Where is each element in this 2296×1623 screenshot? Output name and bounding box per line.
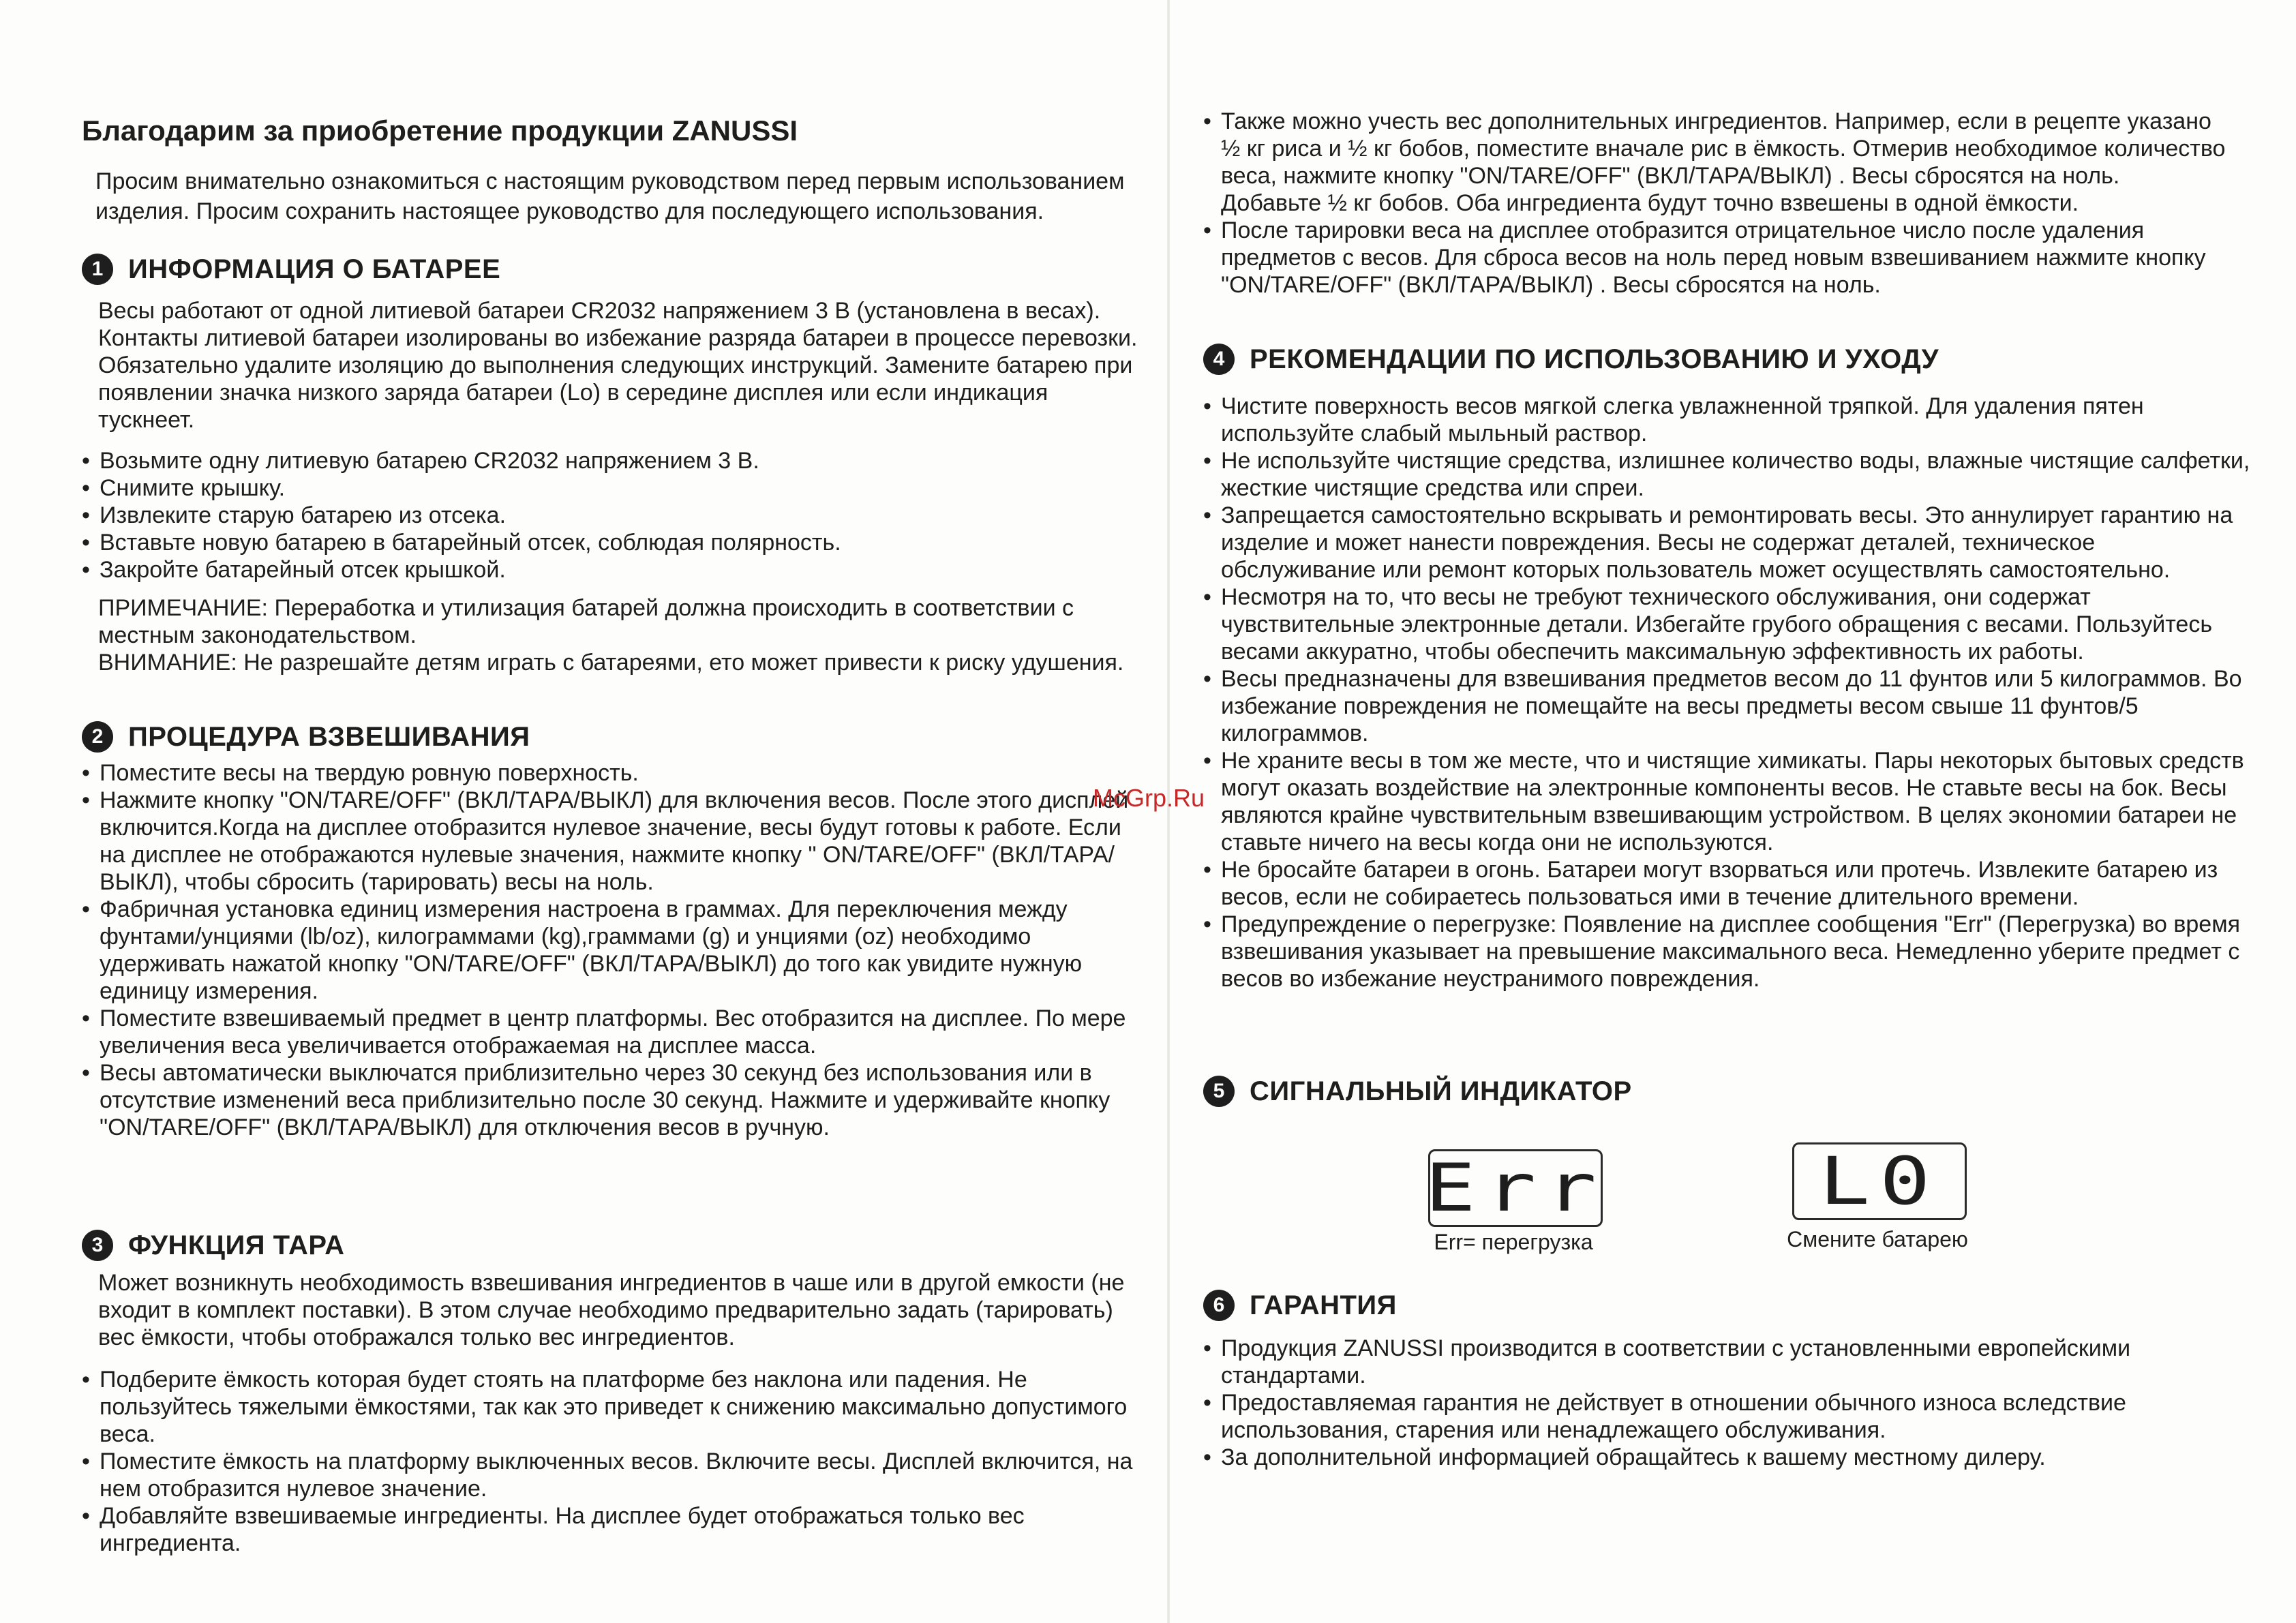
list-item: • Весы предназначены для взвешивания предметов весом до 11 фунтов или 5 килограммов. Во избежание повреждения не помещайте на весы предметы весом свыше 11 фунтов/5 килограммов.	[1203, 665, 2253, 747]
section-warranty-header	[1203, 1290, 1397, 1321]
site-watermark: McGrp.Ru	[1093, 784, 1205, 812]
list-item: • За дополнительной информацией обращайтесь к вашему местному дилеру.	[1203, 1444, 2171, 1471]
section-tare-header	[82, 1230, 344, 1261]
section-number-badge: 4	[1203, 344, 1235, 375]
list-item: • Извлеките старую батарею из отсека.	[82, 502, 1145, 529]
list-item: • Предоставляемая гарантия не действует в отношении обычного износа вследствие использования, старения или ненадлежащего обслуживания.	[1203, 1389, 2171, 1444]
tare-steps-list	[82, 1366, 1145, 1557]
list-item: • Закройте батарейный отсек крышкой.	[82, 556, 1145, 583]
err-display-text: Err	[1425, 1149, 1606, 1227]
list-item: • Поместите весы на твердую ровную поверхность.	[82, 759, 1132, 787]
list-item: • Поместите взвешиваемый предмет в центр платформы. Вес отобразится на дисплее. По мере увеличения веса увеличивается отображаемая на дисплее масса.	[82, 1005, 1132, 1059]
battery-warning: ВНИМАНИЕ: Не разрешайте детям играть с батареями, ето может привести к риску удушения.	[98, 650, 1124, 676]
section-number-badge: 1	[82, 254, 113, 285]
list-item: • Вставьте новую батарею в батарейный отсек, соблюдая полярность.	[82, 529, 1145, 556]
section-weighing-title: ПРОЦЕДУРА ВЗВЕШИВАНИЯ	[128, 721, 530, 752]
battery-note: ПРИМЕЧАНИЕ: Переработка и утилизация батарей должна происходить в соответствии с местным законодательством.	[98, 595, 1074, 648]
page-title: Благодарим за приобретение продукции ZANUSSI	[82, 115, 798, 147]
list-item: • Подберите ёмкость которая будет стоять на платформе без наклона или падения. Не пользуйтесь тяжелыми ёмкостями, так как это приведет к снижению максимально допустимого веса.	[82, 1366, 1145, 1448]
list-item: • Чистите поверхность весов мягкой слегка увлажненной тряпкой. Для удаления пятен используйте слабый мыльный раствор.	[1203, 393, 2253, 447]
section-care-header	[1203, 344, 1939, 375]
list-item: • Весы автоматически выключатся приблизительно через 30 секунд без использования или в отсутствие изменений веса приблизительно после 30 секунд. Нажмите и удерживайте кнопку "ON/TARE/OFF" (ВКЛ/ТАРА/ВЫКЛ) для отключения весов в ручную.	[82, 1059, 1132, 1141]
section-weighing-header	[82, 721, 530, 753]
battery-steps-list	[82, 447, 1145, 583]
section-number-badge: 6	[1203, 1290, 1235, 1321]
section-number-badge: 3	[82, 1230, 113, 1261]
list-item: • Продукция ZANUSSI производится в соответствии с установленными европейскими стандартами.	[1203, 1335, 2171, 1389]
list-item: • Несмотря на то, что весы не требуют технического обслуживания, они содержат чувствительные электронные детали. Избегайте грубого обращения с весами. Пользуйтесь весами аккуратно, чтобы обеспечить максимальную эффективность их работы.	[1203, 583, 2253, 665]
battery-info-text: Весы работают от одной литиевой батареи CR2032 напряжением 3 В (установлена в весах). Контакты литиевой батареи изолированы во избежание разряда батареи в процессе перевозки. Обязательно удалите изоляцию до выполнения следующих инструкций. Замените батарею при появлении значка низкого заряда батареи (Lo) в середине дисплея или если индикация тускнеет.	[98, 298, 1138, 433]
list-item: • Запрещается самостоятельно вскрывать и ремонтировать весы. Это аннулирует гарантию на изделие и может нанести повреждения. Весы не содержат деталей, техническое обслуживание или ремонт которых пользователь может осуществлять самостоятельно.	[1203, 502, 2253, 583]
list-item: • Также можно учесть вес дополнительных ингредиентов. Например, если в рецепте указано ½ кг риса и ½ кг бобов, поместите вначале рис в ёмкость. Отмерив необходимое количество веса, нажмите кнопку "ON/TARE/OFF" (ВКЛ/ТАРА/ВЫКЛ) . Весы сбросятся на ноль. Добавьте ½ кг бобов. Оба ингредиента будут точно взвешены в одной ёмкости.	[1203, 108, 2226, 217]
list-item: • Поместите ёмкость на платформу выключенных весов. Включите весы. Дисплей включится, на нем отобразится нулевое значение.	[82, 1448, 1145, 1502]
err-display-icon	[1425, 1149, 1606, 1227]
list-item: • Не храните весы в том же месте, что и чистящие химикаты. Пары некоторых бытовых средств могут оказать воздействие на электронные компоненты весов. Не ставьте весы на бок. Весы являются крайне чувствительным взвешивающим устройством. В целях экономии батареи не ставьте ничего на весы когда они не используются.	[1203, 747, 2253, 856]
list-item: • Снимите крышку.	[82, 474, 1145, 502]
section-warranty-title: ГАРАНТИЯ	[1250, 1290, 1397, 1320]
intro-text: Просим внимательно ознакомиться с настоящим руководством перед первым использованием изделия. Просим сохранить настоящее руководство для последующего использования.	[95, 168, 1125, 224]
low-battery-display-icon	[1792, 1142, 1967, 1220]
low-battery-display-caption: Смените батарею	[1787, 1227, 1968, 1252]
low-battery-display-text: L0	[1819, 1142, 1940, 1220]
weighing-steps-list	[82, 759, 1132, 1141]
list-item: • Не бросайте батареи в огонь. Батареи могут взорваться или протечь. Извлеките батарею из весов, если не собираетесь пользоваться ими в течение длительного времени.	[1203, 856, 2253, 911]
section-battery-title: ИНФОРМАЦИЯ О БАТАРЕЕ	[128, 254, 501, 284]
list-item: • Фабричная установка единиц измерения настроена в граммах. Для переключения между фунтами/унциями (lb/oz), килограммами (kg),граммами (g) и унциями (oz) необходимо удерживать нажатой кнопку "ON/TARE/OFF" (ВКЛ/ТАРА/ВЫКЛ) до того как увидите нужную единицу измерения.	[82, 896, 1132, 1005]
tare-intro-text: Может возникнуть необходимость взвешивания ингредиентов в чаше или в другой емкости (не входит в комплект поставки). В этом случае необходимо предварительно задать (тарировать) вес ёмкости, чтобы отображался только вес ингредиентов.	[98, 1270, 1125, 1350]
list-item: • После тарировки веса на дисплее отобразится отрицательное число после удаления предметов с весов. Для сброса весов на ноль перед новым взвешиванием нажмите кнопку "ON/TARE/OFF" (ВКЛ/ТАРА/ВЫКЛ) . Весы сбросятся на ноль.	[1203, 217, 2226, 299]
care-tips-list	[1203, 393, 2253, 992]
list-item: • Предупреждение о перегрузке: Появление на дисплее сообщения "Err" (Перегрузка) во время взвешивания указывает на превышение максимального веса. Немедленно уберите предмет с весов во избежание неустранимого повреждения.	[1203, 911, 2253, 992]
list-item: • Нажмите кнопку "ON/TARE/OFF" (ВКЛ/ТАРА/ВЫКЛ) для включения весов. После этого дисплей включится.Когда на дисплее отобразится нулевое значение, весы будут готовы к работе. Если на дисплее не отображаются нулевые значения, нажмите кнопку " ON/TARE/OFF" (ВКЛ/ТАРА/ВЫКЛ), чтобы сбросить (тарировать) весы на ноль.	[82, 787, 1132, 896]
section-indicator-title: СИГНАЛЬНЫЙ ИНДИКАТОР	[1250, 1076, 1632, 1106]
section-indicator-header	[1203, 1076, 1632, 1107]
warranty-list	[1203, 1335, 2171, 1471]
section-number-badge: 2	[82, 721, 113, 753]
section-care-title: РЕКОМЕНДАЦИИ ПО ИСПОЛЬЗОВАНИЮ И УХОДУ	[1250, 344, 1939, 374]
section-battery-header	[82, 254, 500, 285]
section-tare-title: ФУНКЦИЯ ТАРА	[128, 1230, 345, 1260]
list-item: • Не используйте чистящие средства, излишнее количество воды, влажные чистящие салфетки, жесткие чистящие средства или спреи.	[1203, 447, 2253, 502]
tare-steps-continued-list	[1203, 108, 2226, 299]
err-display-caption: Err= перегрузка	[1434, 1230, 1593, 1254]
list-item: • Добавляйте взвешиваемые ингредиенты. На дисплее будет отображаться только вес ингредиента.	[82, 1502, 1145, 1557]
list-item: • Возьмите одну литиевую батарею CR2032 напряжением 3 В.	[82, 447, 1145, 474]
section-number-badge: 5	[1203, 1076, 1235, 1107]
